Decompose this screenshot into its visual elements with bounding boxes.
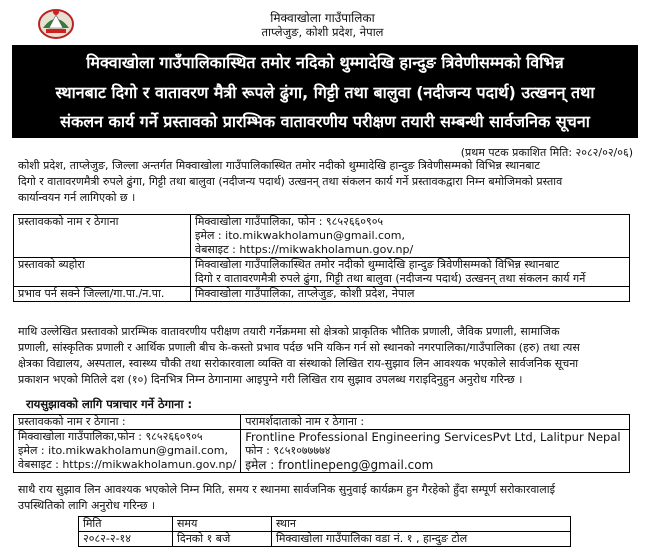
proposal-detail-line-1: मिक्वाखोला गाउँपालिकास्थित तमोर नदीको थुम्मादेखि हान्दुङ त्रिवेणीसम्मको विभिन्न स्थानबाट [195, 258, 560, 271]
body-paragraph [18, 324, 630, 388]
proposer-label: प्रस्तावकको नाम र ठेगाना [14, 215, 191, 258]
title-line-2: स्थानबाट दिगो र वातावरण मैत्री रूपले ढुंगा, गिट्टी तथा बालुवा (नदीजन्य पदार्थ) उत्खनन् तथा [55, 83, 595, 102]
table-row [14, 287, 630, 302]
header [0, 0, 645, 44]
intro-line-1: कोशी प्रदेश, ताप्लेजुङ, जिल्ला अन्तर्गत मिक्वाखोला गाउँपालिकास्थित तमोर नदीको थुम्मादेखि हान्दुङ त्रिवेणीसम्मको विभिन्न स्थानबाट [18, 159, 540, 172]
contact-heading: रायसुझावको लागि पत्राचार गर्ने ठेगाना : [26, 397, 193, 411]
hearing-place: मिक्वाखोला गाउँपालिका वडा नं. १ , हान्दुङ टोल [272, 532, 571, 547]
consultant-email[interactable]: इमेल : frontlinepeng@gmail.com [245, 458, 434, 472]
col-time-header: समय [173, 517, 272, 532]
table-row [79, 532, 571, 547]
org-name: मिक्वाखोला गाउँपालिका [270, 11, 375, 25]
proposer-value [191, 215, 630, 258]
consultant-contact [241, 430, 630, 473]
table-row [79, 517, 571, 532]
intro-line-2: दिगो र वातावरणमैत्री रुपले ढुंगा, गिट्टी तथा बालुवा (नदीजन्य पदार्थ) उत्खनन् तथा संकलन कार्य गर्ने प्रस्तावकद्वारा निम्न बमोजिमको प्रस्ताव [18, 175, 563, 188]
col-place-header: स्थान [272, 517, 571, 532]
table-row [14, 415, 630, 430]
proposer-website[interactable]: वेबसाइट : https://mikwakholamun.gov.np/ [18, 458, 237, 471]
proposer-value-line-2: इमेल : ito.mikwakholamun@gmail.com, [195, 229, 405, 242]
proposal-detail-line-2: दिगो र वातावरणमैत्री रुपले ढुंगा, गिट्टी तथा बालुवा (नदीजन्य पदार्थ) उत्खनन् तथा संकलन कार्य गर्ने [195, 272, 586, 285]
proposer-contact-header: प्रस्तावकको नाम र ठेगाना : [14, 415, 241, 430]
body-line-1: माथि उल्लेखित प्रस्तावको प्रारम्भिक वातावरणीय परीक्षण तयारी गर्नेक्रममा सो क्षेत्रको प्राकृतिक भौतिक प्रणाली, जैविक प्रणाली, सामाजिक [18, 325, 560, 338]
proposer-value-line-3: वेबसाइट : https://mikwakholamun.gov.np/ [195, 243, 414, 256]
intro-line-3: कार्यान्वयन गर्न लागिएको छ । [18, 191, 136, 204]
publish-date: (प्रथम पटक प्रकाशित मिति: २०८२/०२/०६) [460, 146, 633, 159]
hearing-paragraph [18, 482, 630, 514]
title-banner [12, 45, 638, 138]
consultant-phone: फोन : ९८५१०७७७७४ [245, 444, 331, 457]
proposal-detail-label: प्रस्तावको ब्यहोरा [14, 258, 191, 287]
affected-area-label: प्रभाव पर्न सक्ने जिल्ला/गा.पा./न.पा. [14, 287, 191, 302]
intro-paragraph [18, 158, 630, 206]
title-line-1: मिक्वाखोला गाउँपालिकास्थित तमोर नदिको थुम्मादेखि हान्दुङ त्रिवेणीसम्मको विभिन्न [86, 53, 564, 72]
proposer-contact-line-1: मिक्वाखोला गाउँपालिका,फोन : ९८५२६६०९०५ [18, 430, 203, 443]
proposal-detail-value [191, 258, 630, 287]
consultant-contact-header: परामर्शदाताको नाम र ठेगाना : [241, 415, 630, 430]
hearing-line-2: उपस्थितिको लागि अनुरोध गरिन्छ । [18, 499, 156, 512]
consultant-name: Frontline Professional Engineering ServicesPvt Ltd, Lalitpur Nepal [245, 430, 621, 444]
affected-area-value: मिक्वाखोला गाउँपालिका, ताप्लेजुङ, कोशी प्रदेश, नेपाल [191, 287, 630, 302]
hearing-table [78, 516, 571, 547]
proposer-contact [14, 430, 241, 473]
body-line-4: प्रकाशन भएको मितिले दश (१०) दिनभित्र निम्न ठेगानामा आइपुग्ने गरी लिखित राय सुझाव उपलब्ध गराइदिनुहुन अनुरोध गरिन्छ । [18, 373, 523, 386]
hearing-time: दिनको १ बजे [173, 532, 272, 547]
col-date-header: मिति [79, 517, 173, 532]
body-line-2: प्रणाली, सांस्कृतिक प्रणाली र आर्थिक प्रणाली बीच के-कस्तो प्रभाव पर्दछ भनि यकिन गर्न सो स्थानको नगरपालिका/गाउँपालिका (हरु) तथा त्यस [18, 341, 580, 354]
org-address: ताप्लेजुङ, कोशी प्रदेश, नेपाल [261, 25, 384, 39]
table-row [14, 430, 630, 473]
body-line-3: क्षेत्रका विद्यालय, अस्पताल, स्वास्थ्य चौकी तथा सरोकारवाला व्यक्ति वा संस्थाको लिखित राय-सुझाव लिन आवश्यक भएकोले सार्वजनिक सूचना [18, 357, 579, 370]
proposer-value-line-1: मिक्वाखोला गाउँपालिका, फोन : ९८५२६६०९०५ [195, 215, 384, 228]
table-row [14, 215, 630, 258]
proposer-email[interactable]: इमेल : ito.mikwakholamun@gmail.com, [18, 444, 228, 457]
title-line-3: संकलन कार्य गर्ने प्रस्तावको प्रारम्भिक वातावरणीय परीक्षण तयारी सम्बन्धी सार्वजनिक सूचना [60, 112, 590, 131]
hearing-line-1: साथै राय सुझाव लिन आवश्यक भएकोले निम्न मिति, समय र स्थानमा सार्वजनिक सुनुवाई कार्यक्रम हुन गैरहेको हुँदा सम्पूर्ण सरोकारवालाई [18, 483, 555, 496]
table-row [14, 258, 630, 287]
proposal-table [13, 214, 630, 302]
contact-table [13, 414, 630, 473]
hearing-date: २०८२-२-१४ [79, 532, 173, 547]
